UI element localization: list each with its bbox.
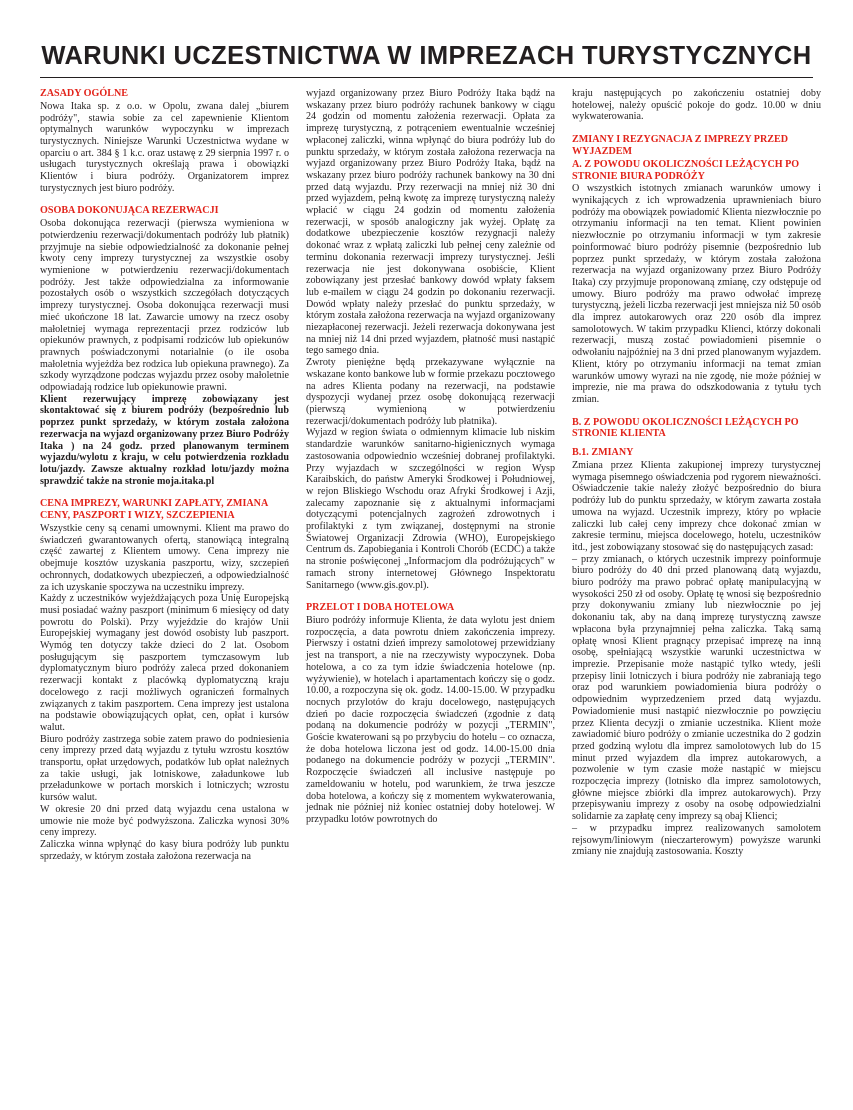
paragraph-ceny-umowne: Wszystkie ceny są cenami umownymi. Klient ma prawo do świadczeń gwarantowanych ofertą, stanowiącą integralną część zawartej z Klientem umowy. Cena imprezy nie obejmuje kosztów uzyskania paszportu, wizy, szczepień ochronnych, dodatkowych ubezpieczeń, a odpowiedzialność za ich uzyskanie spoczywa na uczestniku imprezy. (40, 522, 289, 593)
paragraph-profilaktyka-zdrowotna: Wyjazd w region świata o odmiennym klimacie lub niskim standardzie warunków sanitarno-higienicznych wymaga zastosowania odpowiednio wcześniej dobranej profilaktyki. Przy wyjazdach w szczególności w region Wysp Karaibskich, do państw Ameryki Środkowej i Południowej, w rejon Bliskiego Wschodu oraz Afryki Środkowej i Azji, zalecamy zapoznanie się z aktualnymi informacjami dotyczącymi potencjalnych zagrożeń zdrowotnych i profilaktyki z tym związanej, dostępnymi na stronie Światowej Organizacji Zdrowia (WHO), Europejskiego Centrum ds. Zapobiegania i Kontroli Chorób (ECDC) a także na stronie poświęconej „Informacjom dla podróżujących" w ramach strony internetowej Głównego Inspektoratu Sanitarnego (www.gis.gov.pl). (306, 427, 555, 591)
title-divider (40, 77, 813, 78)
paragraph-istotne-zmiany-umowy: O wszystkich istotnych zmianach warunków umowy i wynikających z ich wprowadzenia uprawnieniach biuro podróży ma obowiązek powiadomić Klienta niezwłocznie po otrzymaniu informacji na ten temat. Klient powinien niezwłocznie po otrzymaniu informacji w tym zakresie poinformować biuro podróży pisemnie (bezpośrednio lub poprzez punkt sprzedaży, w którym została założona rezerwacja na wyjazd organizowany przez Biuro Podróży Itaka) czy przyjmuje proponowaną zmianę, czy odstępuje od umowy. Biuro podróży ma prawo odwołać imprezę turystyczną, jeżeli liczba rezerwacji jest mniejsza niż 50 osób dla imprez autokarowych oraz 220 osób dla imprez samolotowych. W takim przypadku Klienci, którzy dokonali rezerwacji, muszą zostać powiadomieni pisemnie o odwołaniu najpóźniej na 3 dni przed planowanym wyjazdem. Klient, który po otrzymaniu informacji na temat zmian warunków umowy wyrazi na nie zgodę, nie może później w imprezie, nie ma prawa do odszkodowania z tytułu tych zmian. (572, 183, 821, 405)
paragraph-okres-20-dni: W okresie 20 dni przed datą wyjazdu cena ustalona w umowie nie może być podwyższona. Zaliczka wynosi 30% ceny imprezy. (40, 803, 289, 839)
paragraph-doba-hotelowa: Biuro podróży informuje Klienta, że data wylotu jest dniem rozpoczęcia, a data powrotu dniem zakończenia imprezy. Pierwszy i ostatni dzień imprezy samolotowej przewidziany jest na transport, a nie na rzeczywisty wypoczynek. Doba hotelowa, a co za tym idzie świadczenia hotelowe (np. wyżywienie), w hotelach i apartamentach kończy się o godz. 10.00, a rozpoczyna się ok. godz. 14.00-15.00. W przypadku nocnych przylotów do kraju docelowego, następujących dzień po dacie rozpoczęcia świadczeń (zgodnie z datą podaną na dokumencie podróży w pozycji „TERMIN", Goście kwaterowani są po przybyciu do hotelu – co oznacza, że doba hotelowa liczona jest od godz. 14.00-15.00 dnia podanego na dokumencie podróży w pozycji „TERMIN". Rozpoczęcie świadczeń all inclusive następuje po zameldowaniu w hotelu, pod warunkiem, że trwa jeszcze doba hotelowa, a kończy się z momentem wykwaterowania, jednak nie później niż koniec ostatniej doby hotelowej. W przypadku lotów powrotnych do (306, 615, 555, 825)
heading-przelot-i-doba-hotelowa: PRZELOT I DOBA HOTELOWA (306, 602, 455, 614)
paragraph-platnosci-ciag-dalszy: wyjazd organizowany przez Biuro Podróży Itaka bądź na wskazany przez biuro podróży rachunek bankowy w ciągu 24 godzin od momentu założenia rezerwacji. Opłata za imprezę turystyczną, z potrąceniem ewentualnie wcześniej wpłaconej zaliczki, winna wpłynąć do biura podróży lub do punktu sprzedaży, w którym została założona rezerwacja na wyjazd organizowany przez Biuro Podróży Itaka, bądź na wskazany przez biuro podróży rachunek bankowy na 30 dni przed datą wyjazdu. Przy rezerwacji na mniej niż 30 dni przed wyjazdem, pełną kwotę za imprezę turystyczną należy wpłacić w ciągu 24 godzin od momentu założenia rezerwacji, w sposób analogiczny jak wyżej. Opłatę za dodatkowe ubezpieczenie kosztów rezygnacji należy dokonać wraz z wpłatą zaliczki lub pełnej ceny zależnie od terminu dokonania rezerwacji imprezy turystycznej. Jeśli rezerwacja nie jest dokonywana osobiście, Klient zobowiązany jest przesłać bankowy dowód wpłaty faksem lub e-mailem w ciągu 24 godzin po dokonaniu rezerwacji. Dowód wpłaty należy przesłać do punktu sprzedaży, w którym została założona rezerwacja na wyjazd organizowany niezapłaconej rezerwacji. Jeżeli rezerwacja dokonywana jest na mniej niż 14 dni przed wyjazdem, płatność musi nastąpić tego samego dnia. (306, 88, 555, 357)
heading-zasady-ogolne: ZASADY OGÓLNE (40, 88, 128, 99)
paragraph-zaliczka: Zaliczka winna wpłynąć do kasy biura podróży lub punktu sprzedaży, w którym została założona rezerwacja na (40, 838, 289, 862)
heading-osoba-dokonujaca-rezerwacji: OSOBA DOKONUJĄCA REZERWACJI (40, 205, 219, 217)
paragraph-zwroty-pieniezne: Zwroty pieniężne będą przekazywane wyłącznie na wskazane konto bankowe lub w formie przekazu pocztowego na adres Klienta podany na rezerwacji, na podstawie dyspozycji wydanej przez osobę dokonującą rezerwacji (pierwszą wymienioną w potwierdzeniu rezerwacji/dokumentach podróży lub płatnika). (306, 357, 555, 427)
paragraph-paszport: Każdy z uczestników wyjeżdżających poza Unię Europejską musi posiadać ważny paszport (minimum 6 miesięcy od daty powrotu do Polski). Przy wyjeździe do krajów Unii Europejskiej wymagany jest dowód osobisty lub paszport. Wymóg ten dotyczy także dzieci do 2 lat. Osobom posługującym się paszportem tymczasowym lub dyplomatycznym biuro podróży zaleca przed dokonaniem rezerwacji kontakt z placówką dyplomatyczną kraju docelowego z racji możliwych ograniczeń formalnych związanych z takim paszportem. Cena imprezy jest ustalona na podstawie obowiązujących opłat, cen, opłat i kursów walut. (40, 593, 289, 733)
paragraph-potwierdzenie-rozkladu: Klient rezerwujący imprezę zobowiązany jest skontaktować się z biurem podróży (bezpośrednio lub poprzez punkt sprzedaży, w którym została założona rezerwacja na wyjazd organizowany przez Biuro Podróży Itaka ) na 24 godz. przed planowanym terminem wyjazdu/wylotu z kraju, w celu potwierdzenia rozkładu lotu/jazdy. Zawsze aktualny rozkład lotu/jazdy można sprawdzić także na stronie moja.itaka.pl (40, 393, 289, 487)
column-3 (572, 88, 821, 858)
heading-cena-imprezy: CENA IMPREZY, WARUNKI ZAPŁATY, ZMIANA CENY, PASZPORT I WIZY, SZCZEPIENIA (40, 498, 268, 522)
paragraph-wykwaterowanie: kraju następujących po zakończeniu ostatniej doby hotelowej, należy opuścić pokoje do godz. 10.00 w dniu wykwaterowania. (572, 88, 821, 123)
paragraph-oplata-manipulacyjna: – przy zmianach, o których uczestnik imprezy poinformuje biuro podróży do 40 dni przed planowaną datą wyjazdu, biuro podróży ma prawo pobrać opłatę manipulacyjną w wysokości 250 zł od osoby. Opłatę tę wnosi się bezpośrednio przy dokonywaniu zmiany lub niezwłocznie po jej dokonaniu tak, aby na daną imprezę turystyczną zawsze wpłacona była przynajmniej pełna zaliczka. Taką samą opłatę wnosi Klient pragnący przepisać imprezę na inną osobę, spełniającą wszystkie warunki uczestnictwa w imprezie. Przepisanie może nastąpić tylko wtedy, jeśli przepisy linii lotniczych i biura podróży nie zabraniają tego oraz pod warunkiem powiadomienia biura podróży o odpowiednim wyprzedzeniem przed datą wyjazdu. Powiadomienie musi nastąpić niezwłocznie po powzięciu przez Klienta decyzji o zmianie uczestnika. Klient może zawiadomić biuro podróży o zmianie uczestnika do 2 godzin przed godziną wylotu dla imprez samolotowych lub do 15 minut przed wyjazdem dla imprez autokarowych, a pozwolenie w tym czasie może nastąpić w miejscu rozpoczęcia imprezy (lotnisko dla imprez samolotowych, główne miejsce zbiórki dla imprez autokarowych). Przy przepisywaniu imprezy z osoby na osobę odpowiedzialni solidarnie za zapłatę ceny imprezy są obaj Klienci; (572, 553, 821, 823)
paragraph-osoba-rezerwujaca: Osoba dokonująca rezerwacji (pierwsza wymieniona w potwierdzeniu rezerwacji/dokumentach podróży lub płatnik) przyjmuje na siebie odpowiedzialność za dokonanie pełnej kwoty ceny imprezy turystycznej za wszystkie osoby wymienione w potwierdzeniu rezerwacji/dokumentach podróży. Jest także odpowiedzialna za informowanie pozostałych osób o wszystkich szczegółach dotyczących imprezy turystycznej. Osoba dokonująca rezerwacji musi mieć ukończone 18 lat. Zawarcie umowy na rzecz osoby małoletniej wymaga reprezentacji przez rodziców lub opiekunów prawnych, z podpisami rodziców lub opiekunów prawnych poświadczonymi notarialnie (o ile osoba małoletnia wyjeżdża bez rodzica lub opiekuna prawnego). Za szkody wyrządzone podczas wyjazdu przez osoby małoletnie odpowiadają rodzice lub opiekunowie prawni. (40, 218, 289, 394)
column-1 (40, 88, 289, 862)
heading-b1-zmiany: B.1. ZMIANY (572, 447, 634, 459)
three-column-layout (40, 88, 821, 862)
column-2 (306, 88, 555, 826)
paragraph-podniesienie-ceny: Biuro podróży zastrzega sobie zatem prawo do podniesienia ceny imprezy przed datą wyjazdu z tytułu wzrostu kosztów transportu, opłat urzędowych, podatków lub opłat należnych za takie usługi, jak lotniskowe, załadunkowe lub przeładunkowe w portach morskich i lotniczych; wzrostu kursów walut. (40, 733, 289, 804)
heading-zmiany-i-rezygnacja: ZMIANY I REZYGNACJA Z IMPREZY PRZED WYJAZDEM (572, 134, 788, 157)
paragraph-samolot-rejsowy: – w przypadku imprez realizowanych samolotem rejsowym/liniowym (nieczarterowym) powyższe warunki zmiany nie znajdują zastosowania. Koszty (572, 822, 821, 858)
heading-a-okolicznosci-biura: A. Z POWODU OKOLICZNOŚCI LEŻĄCYCH PO STRONIE BIURA PODRÓŻY (572, 158, 800, 182)
paragraph-zmiana-imprezy: Zmiana przez Klienta zakupionej imprezy turystycznej wymaga pisemnego oświadczenia pod rygorem nieważności. Oświadczenie takie należy złożyć bezpośrednio do biura podróży lub do punktu sprzedaży, w którym zawarta została umowa na wyjazd. Uczestnik imprezy, który po wpłacie zaliczki lub całej ceny imprezy chce dokonać zmian w zakresie terminu, miejsca docelowego, hotelu, uczestników itd., jest zobowiązany stosować się do następujących zasad: (572, 460, 821, 553)
page-title: WARUNKI UCZESTNICTWA W IMPREZACH TURYSTYCZNYCH (41, 42, 812, 70)
paragraph-zasady-ogolne: Nowa Itaka sp. z o.o. w Opolu, zwana dalej „biurem podróży", stawia sobie za cel zapewnienie Klientom optymalnych warunków wypoczynku w imprezach turystycznych. Niniejsze Warunki Uczestnictwa wydane w oparciu o art. 384 § 1 k.c. oraz ustawę z 29 sierpnia 1997 r. o usługach turystycznych określają prawa i obowiązki Klientów i biura podróży. Organizatorem imprez turystycznych jest biuro podróży. (40, 100, 289, 194)
heading-b-okolicznosci-klienta: B. Z POWODU OKOLICZNOŚCI LEŻĄCYCH PO STRONIE KLIENTA (572, 416, 799, 440)
